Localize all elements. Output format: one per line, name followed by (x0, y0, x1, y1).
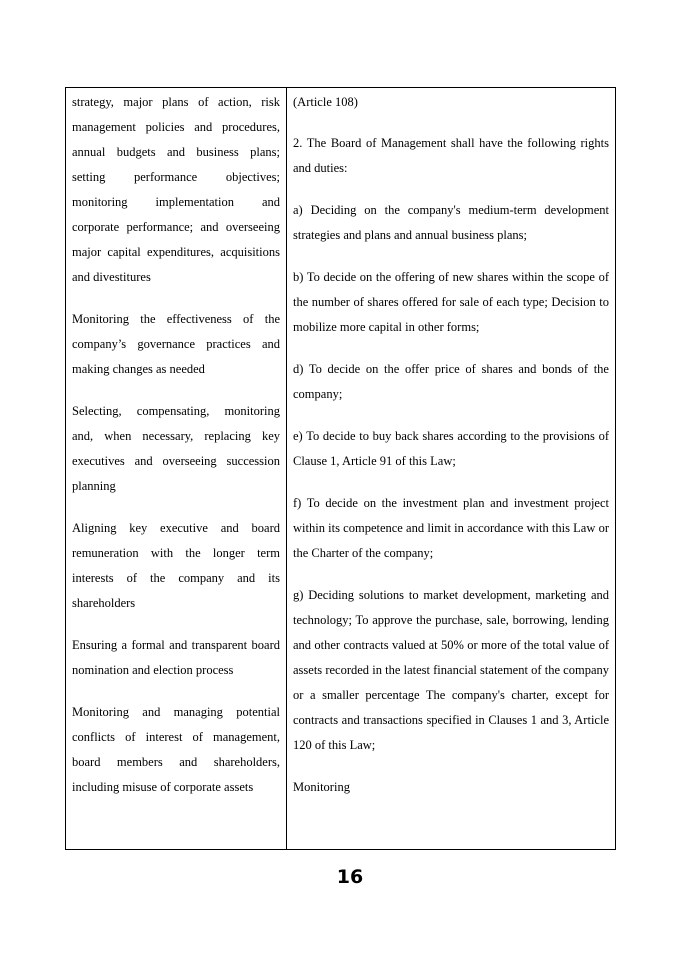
left-paragraph: strategy, major plans of action, risk management policies and procedures, annual budgets and business plans; setting performance objectives; monitoring implementation and corporate performance; and overseeing major capital expenditures, acquisitions and divestitures (72, 95, 280, 284)
right-item: f) To decide on the investment plan and investment project within its competence and limit in accordance with this Law or the Charter of the company; (293, 496, 609, 560)
left-column-cell (66, 88, 287, 849)
left-paragraph: Aligning key executive and board remuneration with the longer term interests of the company and its shareholders (72, 521, 280, 610)
left-paragraph: Selecting, compensating, monitoring and, when necessary, replacing key executives and overseeing succession planning (72, 404, 280, 493)
page-number: 16 (336, 866, 364, 888)
left-paragraph: Monitoring the effectiveness of the company’s governance practices and making changes as needed (72, 312, 280, 376)
right-item: a) Deciding on the company's medium-term development strategies and plans and annual business plans; (293, 203, 609, 242)
section-intro: 2. The Board of Management shall have the following rights and duties: (293, 136, 609, 175)
right-item: e) To decide to buy back shares according to the provisions of Clause 1, Article 91 of this Law; (293, 429, 609, 468)
left-paragraph: Monitoring and managing potential conflicts of interest of management, board members and shareholders, including misuse of corporate assets (72, 705, 280, 794)
right-item: d) To decide on the offer price of shares and bonds of the company; (293, 362, 609, 401)
left-paragraph: Ensuring a formal and transparent board nomination and election process (72, 638, 280, 677)
right-column-cell (287, 88, 615, 849)
article-reference: (Article 108) (293, 95, 358, 109)
right-item: g) Deciding solutions to market development, marketing and technology; To approve the purchase, sale, borrowing, lending and other contracts valued at 50% or more of the total value of assets recorded in the latest financial statement of the company or a smaller percentage The company's charter, except for contracts and transactions specified in Clauses 1 and 3, Article 120 of this Law; (293, 588, 609, 752)
comparison-table (65, 87, 616, 850)
right-item: Monitoring (293, 780, 350, 794)
right-item: b) To decide on the offering of new shares within the scope of the number of shares offered for sale of each type; Decision to mobilize more capital in other forms; (293, 270, 609, 334)
